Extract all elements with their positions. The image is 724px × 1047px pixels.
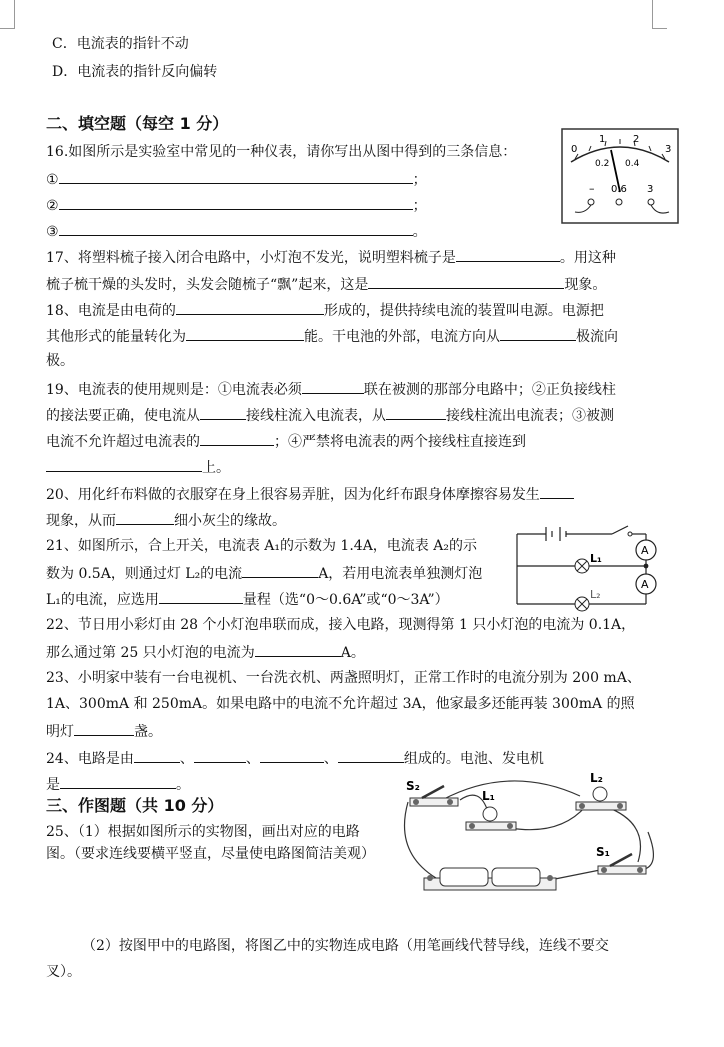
q20-text-1: 20、用化纤布料做的衣服穿在身上很容易弄脏，因为化纤布跟身体摩擦容易发生 [46, 487, 540, 503]
q24-blank-5[interactable] [60, 773, 176, 789]
q16-answer-3 [46, 220, 427, 242]
ammeter-terminal-06: 0.6 [611, 184, 627, 195]
q24-sep-1: 、 [179, 751, 194, 767]
q18-text-5: 极流向 [576, 329, 618, 345]
q18-blank-1[interactable] [176, 299, 324, 315]
q23-text-1: 明灯 [46, 724, 74, 740]
q19-text-4: 接线柱流入电流表，从 [246, 408, 386, 424]
lamp-l1-bulb [483, 807, 497, 821]
q18-text-2: 形成的，提供持续电流的装置叫电源。电源把 [323, 303, 604, 319]
q24-line-2 [46, 773, 190, 795]
q22-text-1: 那么通过第 25 只小灯泡的电流为 [46, 645, 255, 661]
q16-answer-2 [46, 194, 427, 216]
ammeter-tick-04: 0.4 [625, 159, 640, 169]
q21-text-4: 量程（选“0～0.6A”或“0～3A”） [242, 592, 449, 608]
q19-blank-4[interactable] [200, 430, 274, 446]
q16-marker-2: ② [46, 198, 59, 214]
q21-text-3: L₁的电流，应选用 [46, 592, 159, 608]
q16-marker-3: ③ [46, 224, 59, 240]
q16-end-3: 。 [412, 224, 427, 240]
section-title-drawing: 三、作图题（共 10 分） [46, 796, 224, 815]
lamp-l1-label-2: L₁ [482, 789, 495, 803]
battery-2 [492, 868, 540, 886]
q16-blank-1[interactable] [59, 168, 413, 184]
q17-blank-2[interactable] [368, 273, 564, 289]
q23-blank-1[interactable] [74, 720, 134, 736]
switch-s1-label: S₁ [596, 845, 610, 859]
q25-part2-line-2: 叉）。 [46, 964, 81, 980]
q23-text-2: 盏。 [134, 724, 162, 740]
q18-line-3: 极。 [46, 353, 74, 369]
q17-text-4: 现象。 [564, 277, 607, 293]
q24-blank-3[interactable] [260, 747, 324, 763]
q19-text-2: 联在被测的那部分电路中；②正负接线柱 [363, 382, 616, 398]
lamp-l2-bulb [593, 787, 607, 801]
q24-text-3: 是 [46, 777, 60, 793]
q17-text-2: 。用这种 [559, 250, 616, 266]
q17-line-2 [46, 273, 606, 295]
q16-end-2: ； [412, 198, 427, 214]
q18-blank-3[interactable] [500, 325, 576, 341]
q18-line-1 [46, 299, 604, 321]
q21-text-2: A，若用电流表单独测灯泡 [318, 566, 483, 582]
q19-text-8: 上。 [202, 460, 230, 476]
q16-answer-1 [46, 168, 427, 190]
q20-line-2 [46, 509, 286, 531]
q19-text-1: 19、电流表的使用规则是：①电流表必须 [46, 382, 302, 398]
ammeter-figure [561, 128, 679, 224]
q25-line-2: 图。（要求连线要横平竖直，尽量使电路图简洁美观） [46, 846, 375, 862]
q18-text-3: 其他形式的能量转化为 [46, 329, 186, 345]
q24-blank-4[interactable] [338, 747, 404, 763]
q17-line-1 [46, 246, 616, 268]
q21-line-1: 21、如图所示，合上开关，电流表 A₁的示数为 1.4A，电流表 A₂的示 [46, 538, 477, 554]
q25-physical-circuit-figure [400, 772, 668, 900]
q24-line-1 [46, 747, 544, 769]
q17-blank-1[interactable] [456, 246, 560, 262]
q24-text-2: 组成的。电池、发电机 [403, 751, 544, 767]
q24-blank-1[interactable] [134, 747, 180, 763]
q19-text-3: 的接法要正确，使电流从 [46, 408, 200, 424]
q24-text-4: 。 [176, 777, 190, 793]
q19-text-7: ；④严禁将电流表的两个接线柱直接连到 [274, 434, 526, 450]
q20-blank-2[interactable] [116, 509, 174, 525]
q22-text-2: A。 [340, 645, 365, 661]
q19-text-5: 接线柱流出电流表；③被测 [446, 408, 614, 424]
corner-mark-right [652, 0, 667, 29]
ammeter-terminal-neg: – [589, 182, 595, 195]
q25-line-1: 25、（1）根据如图所示的实物图，画出对应的电路 [46, 824, 360, 840]
q20-text-3: 细小灰尘的缘故。 [174, 513, 286, 529]
q16-marker-1: ① [46, 172, 59, 188]
q20-line-1 [46, 483, 574, 505]
lamp-l2-label: L₂ [590, 588, 601, 601]
q21-line-2 [46, 562, 482, 584]
q19-line-4 [46, 456, 230, 478]
q22-line-1: 22、节日用小彩灯由 28 个小灯泡串联而成，接入电路，现测得第 1 只小灯泡的电流为 0.1A， [46, 617, 636, 633]
lamp-l1-label: L₁ [590, 552, 602, 565]
q19-line-2 [46, 404, 614, 426]
switch-s2-label: S₂ [406, 779, 420, 793]
ammeter-tick-2: 2 [633, 134, 640, 145]
ammeter-tick-0: 0 [571, 144, 578, 155]
q19-blank-3[interactable] [386, 404, 446, 420]
q21-text-1: 数为 0.5A，则通过灯 L₂的电流 [46, 566, 243, 582]
ammeter-terminal-3: 3 [647, 184, 654, 195]
q24-sep-3: 、 [323, 751, 338, 767]
q22-line-2 [46, 641, 365, 663]
ammeter-a1-label: A [641, 544, 649, 557]
q21-circuit-figure [512, 522, 662, 612]
q18-blank-2[interactable] [186, 325, 304, 341]
q18-text-4: 能。干电池的外部，电流方向从 [304, 329, 500, 345]
q23-line-2: 1A、300mA 和 250mA。如果电路中的电流不允许超过 3A，他家最多还能再装 300mA 的照 [46, 696, 635, 712]
q19-line-3 [46, 430, 526, 452]
ammeter-a2-label: A [641, 578, 649, 591]
option-d: D．电流表的指针反向偏转 [52, 64, 218, 80]
q17-text-1: 17、将塑料梳子接入闭合电路中，小灯泡不发光，说明塑料梳子是 [46, 250, 456, 266]
q19-text-6: 电流不允许超过电流表的 [46, 434, 200, 450]
battery-1 [440, 868, 488, 886]
q22-blank-1[interactable] [255, 641, 341, 657]
q21-line-3 [46, 588, 449, 610]
q24-text-1: 24、电路是由 [46, 751, 134, 767]
ammeter-tick-3: 3 [665, 144, 672, 155]
q18-line-2 [46, 325, 618, 347]
q19-blank-5[interactable] [46, 456, 202, 472]
q23-line-1: 23、小明家中装有一台电视机、一台洗衣机、两盏照明灯，正常工作时的电流分别为 200 mA、 [46, 670, 641, 686]
q24-sep-2: 、 [245, 751, 260, 767]
q19-line-1 [46, 378, 616, 400]
q21-blank-2[interactable] [159, 588, 243, 604]
corner-mark-left [0, 0, 15, 29]
lamp-l2-label-2: L₂ [590, 772, 603, 785]
q17-text-3: 梳子梳干燥的头发时，头发会随梳子“飘”起来，这是 [46, 277, 369, 293]
q16-text: 16.如图所示是实验室中常见的一种仪表，请你写出从图中得到的三条信息： [46, 144, 517, 160]
ammeter-tick-1: 1 [599, 134, 606, 145]
q16-end-1: ； [412, 172, 427, 188]
option-c: C．电流表的指针不动 [52, 36, 189, 52]
q25-part2-line-1: （2）按图甲中的电路图，将图乙中的实物连成电路（用笔画线代替导线，连线不要交 [82, 938, 609, 954]
q19-blank-1[interactable] [302, 378, 364, 394]
q16-blank-3[interactable] [59, 220, 413, 236]
q19-blank-2[interactable] [200, 404, 246, 420]
section-title-fill-in: 二、填空题（每空 1 分） [46, 114, 229, 133]
q21-blank-1[interactable] [242, 562, 318, 578]
q16-blank-2[interactable] [59, 194, 413, 210]
q18-text-1: 18、电流是由电荷的 [46, 303, 176, 319]
q20-blank-1[interactable] [540, 483, 574, 499]
q20-text-2: 现象，从而 [46, 513, 116, 529]
ammeter-tick-02: 0.2 [595, 159, 610, 169]
q23-line-3 [46, 720, 162, 742]
q24-blank-2[interactable] [194, 747, 246, 763]
